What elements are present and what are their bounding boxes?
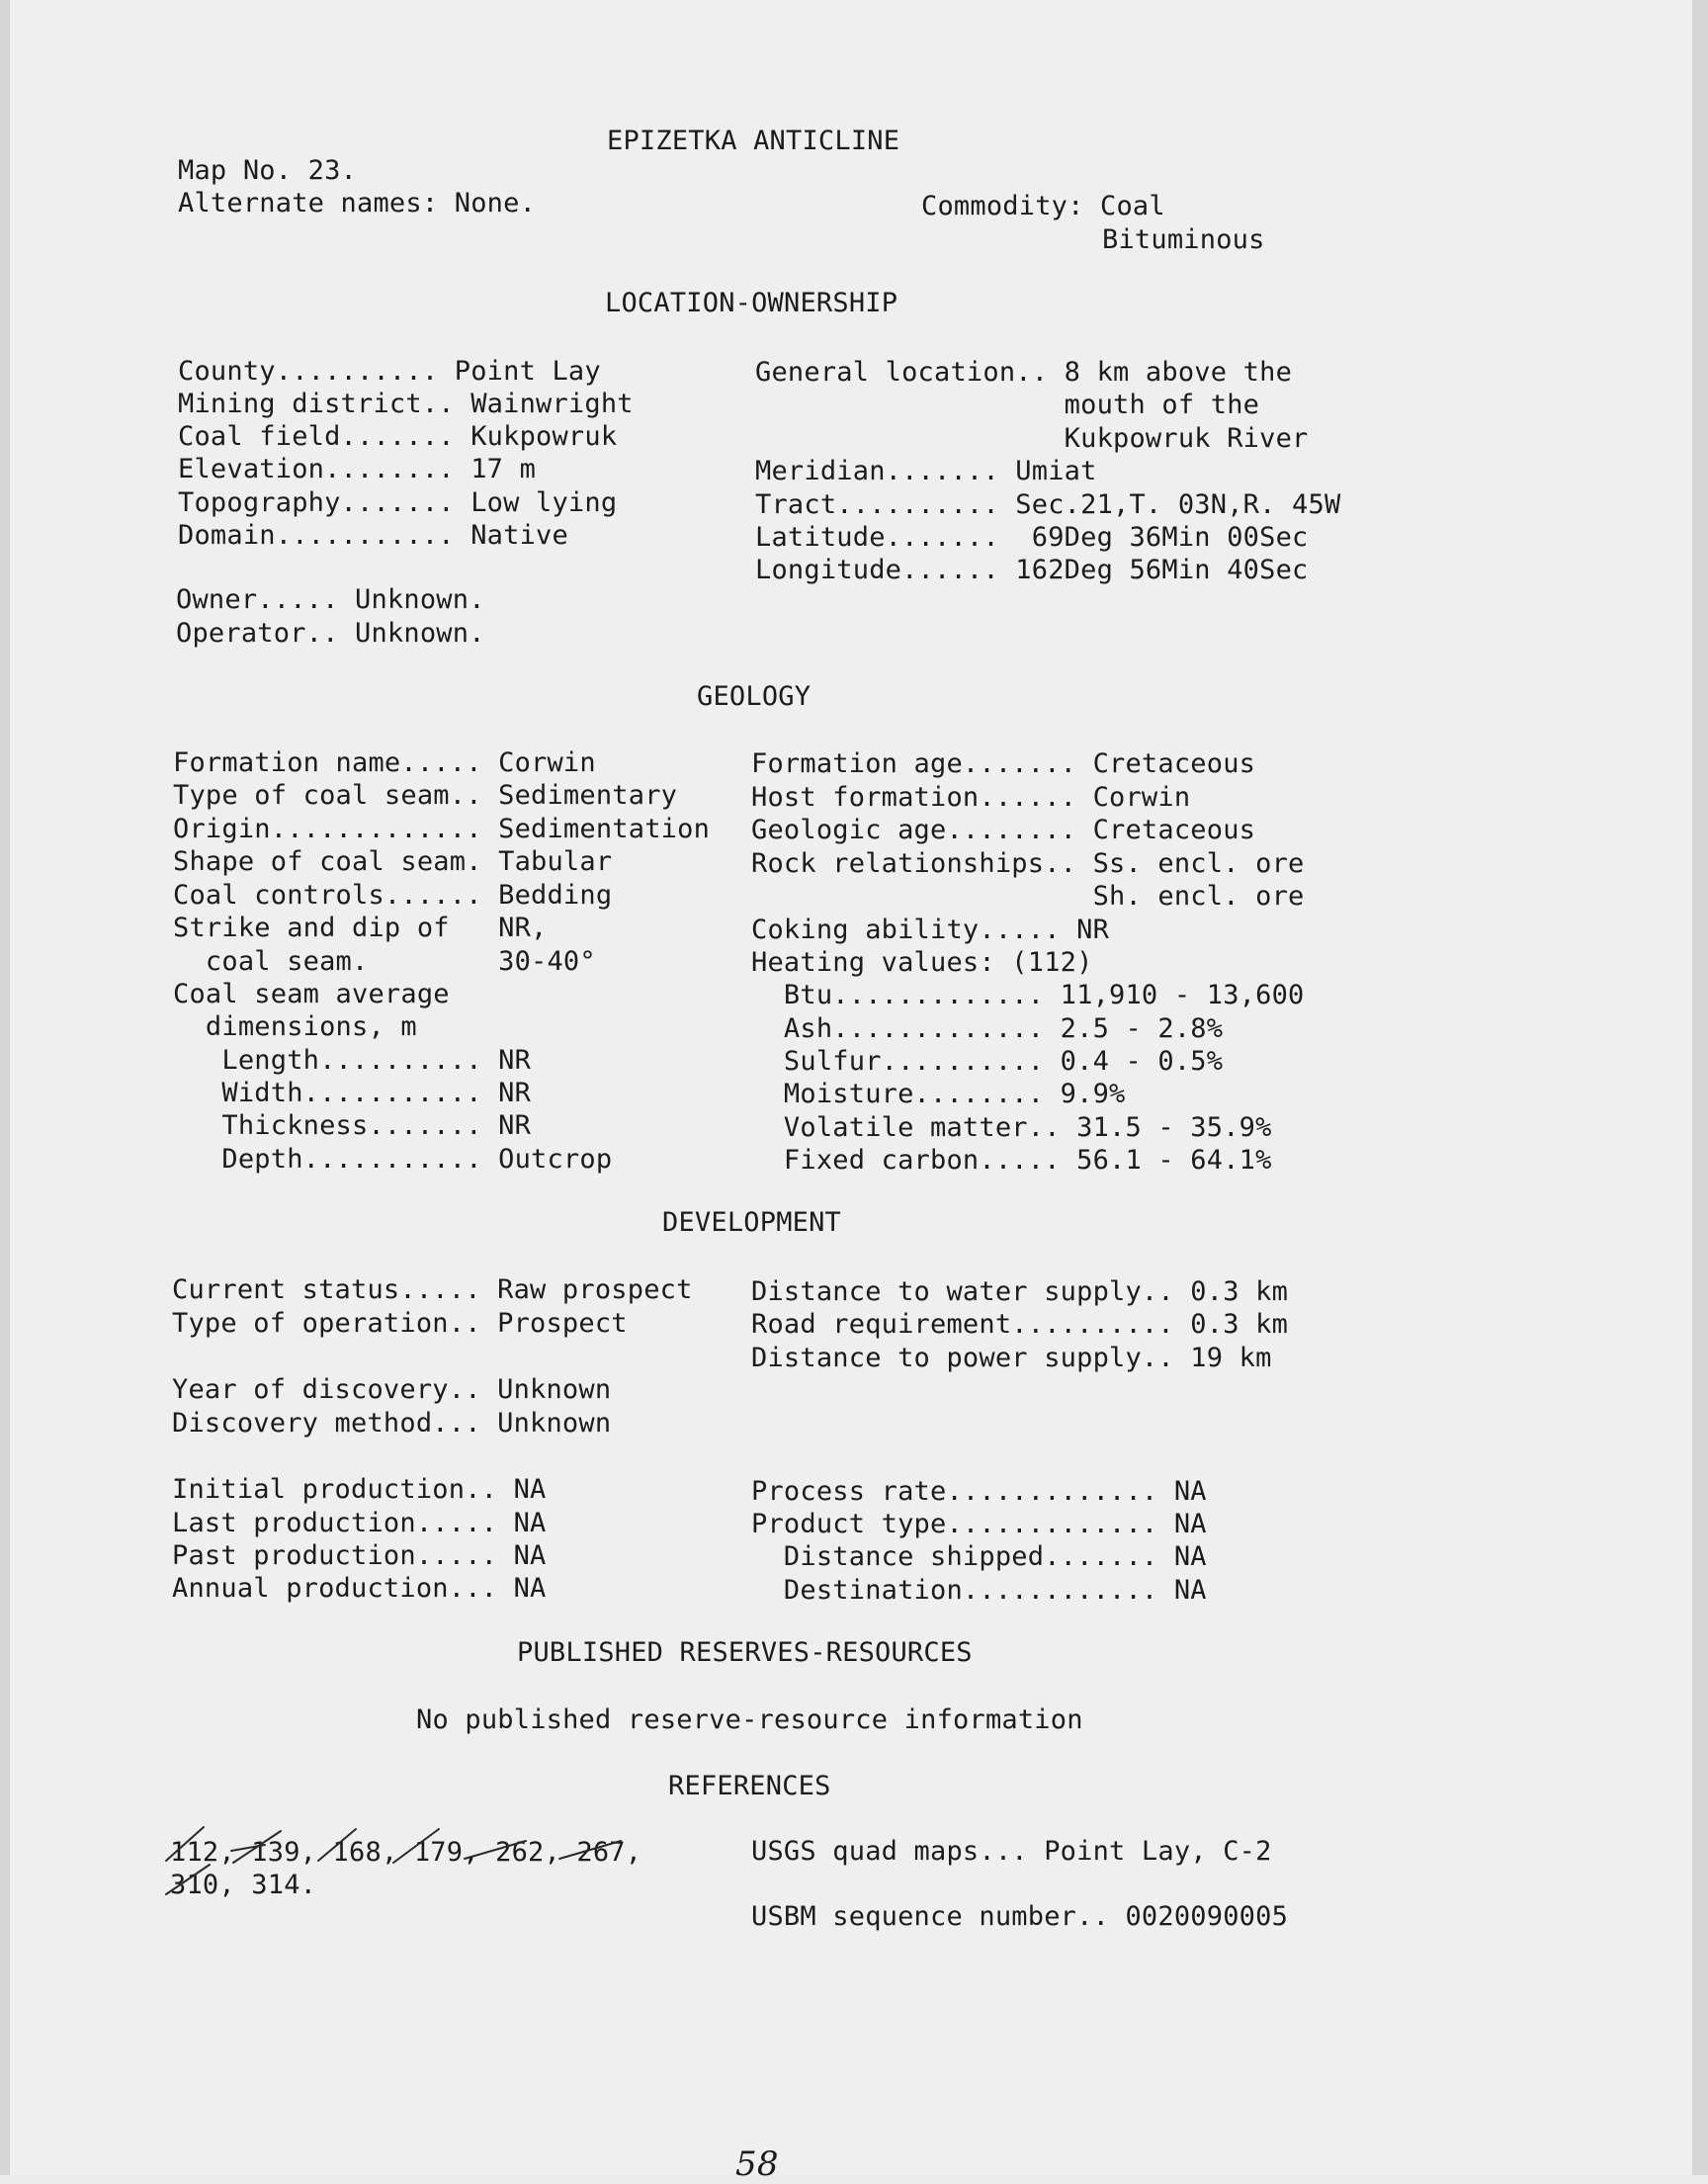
location-field: mouth of the [755,390,1260,420]
geology-field: Thickness....... NR [173,1110,532,1141]
geology-field: Btu............. 11,910 - 13,600 [751,980,1305,1010]
operator: Operator.. Unknown. [176,618,485,649]
location-field: Meridian....... Umiat [755,456,1097,486]
production-field: Process rate............. NA [751,1476,1207,1507]
geology-field: Rock relationships.. Ss. encl. ore [751,848,1305,879]
development-field: Road requirement.......... 0.3 km [751,1309,1289,1340]
reference-numbers: 112, 139, 168, 179, 262, 267, [170,1837,642,1868]
geology-field: Ash............. 2.5 - 2.8% [751,1013,1224,1044]
development-field: Discovery method... Unknown [172,1408,612,1439]
development-field: Current status..... Raw prospect [172,1274,693,1305]
location-field: General location.. 8 km above the [755,357,1293,388]
geology-field: Length.......... NR [173,1045,532,1076]
usbm-sequence-number: USBM sequence number.. 0020090005 [751,1901,1289,1932]
location-field: Elevation........ 17 m [178,454,537,484]
geology-field: Coal controls...... Bedding [173,880,613,911]
location-field: Latitude....... 69Deg 36Min 00Sec [755,522,1309,553]
strike-mark [231,1831,281,1863]
geology-field: Coal seam average [173,979,450,1009]
commodity-type: Bituminous [1102,224,1265,255]
strike-mark [318,1829,356,1861]
geology-field: Moisture........ 9.9% [751,1079,1126,1109]
geology-field: Geologic age........ Cretaceous [751,815,1256,845]
geology-field: Shape of coal seam. Tabular [173,846,613,877]
alternate-names: Alternate names: None. [178,188,537,218]
development-field: Type of operation.. Prospect [172,1308,628,1339]
geology-field: Origin............. Sedimentation [173,814,711,844]
location-field: Tract.......... Sec.21,T. 03N,R. 45W [755,489,1341,520]
section-heading-reserves: PUBLISHED RESERVES-RESOURCES [517,1637,973,1668]
geology-field: Host formation...... Corwin [751,782,1191,813]
section-heading-geology: GEOLOGY [697,681,811,712]
location-field: County.......... Point Lay [178,356,601,387]
development-field: Initial production.. NA [172,1474,547,1505]
page-number: 58 [735,2144,779,2184]
strike-mark [559,1841,621,1859]
location-field: Longitude...... 162Deg 56Min 40Sec [755,555,1309,585]
production-field: Distance shipped....... NA [751,1541,1207,1572]
location-field: Kukpowruk River [755,423,1309,454]
development-field: Past production..... NA [172,1540,547,1571]
geology-field: Width........... NR [173,1078,532,1108]
development-field: Distance to water supply.. 0.3 km [751,1276,1289,1307]
strike-mark [166,1827,204,1861]
production-field: Product type............. NA [751,1509,1207,1539]
geology-field: Formation age....... Cretaceous [751,748,1256,779]
development-field: Distance to power supply.. 19 km [751,1343,1272,1373]
strike-mark [393,1829,439,1863]
location-field: Domain........... Native [178,520,568,551]
geology-field: Heating values: (112) [751,947,1093,978]
reserves-statement: No published reserve-resource information [416,1704,1083,1735]
geology-field: Strike and dip of NR, [173,913,548,943]
location-field: Mining district.. Wainwright [178,389,634,419]
geology-field: Volatile matter.. 31.5 - 35.9% [751,1112,1272,1143]
location-field: Coal field....... Kukpowruk [178,421,618,452]
geology-field: Type of coal seam.. Sedimentary [173,780,678,811]
section-heading-references: REFERENCES [668,1771,831,1801]
development-field: Last production..... NA [172,1508,547,1538]
owner: Owner..... Unknown. [176,584,485,615]
section-heading-development: DEVELOPMENT [662,1207,842,1238]
usgs-quad-maps: USGS quad maps... Point Lay, C-2 [751,1836,1272,1867]
document-title: EPIZETKA ANTICLINE [607,126,900,156]
geology-field: Fixed carbon..... 56.1 - 64.1% [751,1145,1272,1176]
geology-field: Coking ability..... NR [751,915,1110,945]
strike-mark [166,1865,210,1894]
geology-field: dimensions, m [173,1011,417,1042]
section-heading-location: LOCATION-OWNERSHIP [605,288,898,318]
geology-field: Depth........... Outcrop [173,1144,613,1175]
geology-field: Sulfur.......... 0.4 - 0.5% [751,1046,1224,1077]
geology-field: coal seam. 30-40° [173,946,596,977]
strike-mark [465,1841,526,1859]
commodity: Commodity: Coal [921,191,1165,221]
reference-numbers: 310, 314. [170,1870,317,1900]
development-field: Year of discovery.. Unknown [172,1374,612,1405]
location-field: Topography....... Low lying [178,487,618,518]
geology-field: Formation name..... Corwin [173,747,596,778]
geology-field: Sh. encl. ore [751,881,1305,912]
map-number: Map No. 23. [178,155,358,186]
production-field: Destination............ NA [751,1575,1207,1606]
development-field: Annual production... NA [172,1573,547,1604]
